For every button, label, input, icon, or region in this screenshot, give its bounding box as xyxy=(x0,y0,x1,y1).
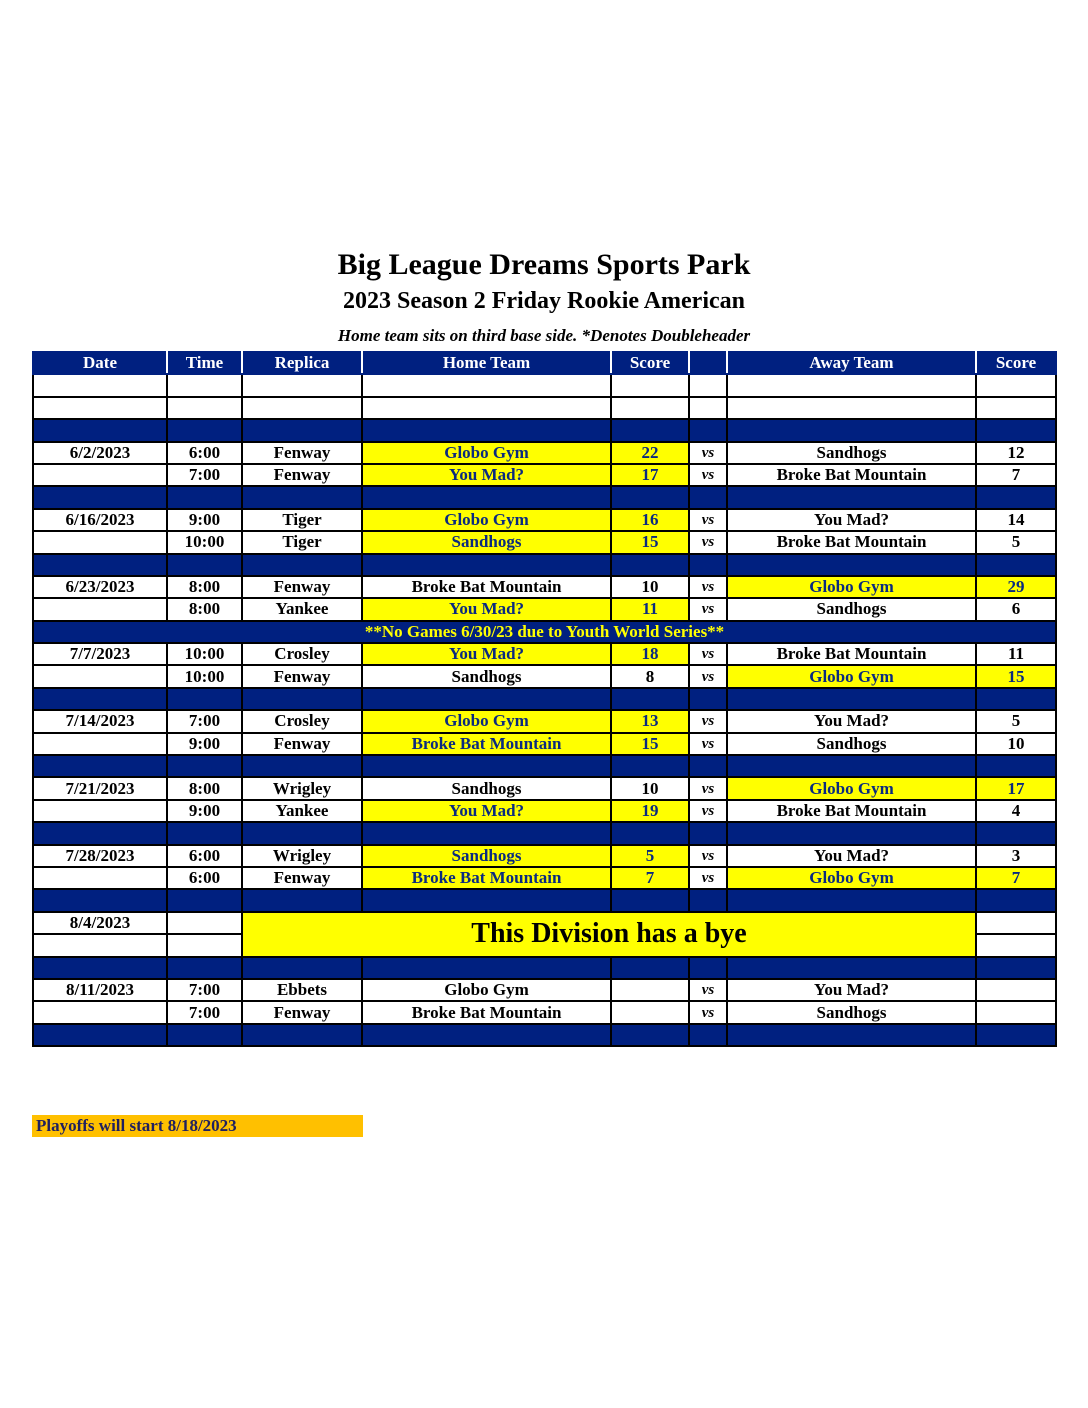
vs-label: vs xyxy=(689,598,727,620)
game-row xyxy=(33,576,1056,598)
game-date xyxy=(33,531,167,553)
game-date: 7/21/2023 xyxy=(33,777,167,799)
home-score: 8 xyxy=(611,665,689,687)
home-score: 10 xyxy=(611,777,689,799)
away-score: 17 xyxy=(976,777,1056,799)
game-time: 7:00 xyxy=(167,979,242,1001)
game-date: 6/16/2023 xyxy=(33,509,167,531)
game-time: 10:00 xyxy=(167,531,242,553)
game-row xyxy=(33,665,1056,687)
game-time: 9:00 xyxy=(167,800,242,822)
playoffs-banner: Playoffs will start 8/18/2023 xyxy=(32,1115,363,1137)
vs-label: vs xyxy=(689,777,727,799)
spacer-row xyxy=(33,1024,1056,1046)
header-home-team: Home Team xyxy=(362,352,611,374)
away-score xyxy=(976,979,1056,1001)
vs-label: vs xyxy=(689,509,727,531)
game-replica: Tiger xyxy=(242,531,362,553)
blank-row xyxy=(33,374,1056,396)
game-replica: Fenway xyxy=(242,867,362,889)
game-row xyxy=(33,509,1056,531)
away-team: Broke Bat Mountain xyxy=(727,800,976,822)
home-team: Sandhogs xyxy=(362,531,611,553)
game-row xyxy=(33,531,1056,553)
spacer-row xyxy=(33,822,1056,844)
game-replica: Fenway xyxy=(242,733,362,755)
away-team: Broke Bat Mountain xyxy=(727,643,976,665)
game-row xyxy=(33,777,1056,799)
header-away-team: Away Team xyxy=(727,352,976,374)
vs-label: vs xyxy=(689,710,727,732)
game-time: 9:00 xyxy=(167,509,242,531)
away-score: 14 xyxy=(976,509,1056,531)
header-row xyxy=(33,352,1056,374)
game-row xyxy=(33,867,1056,889)
away-score: 5 xyxy=(976,531,1056,553)
away-score xyxy=(976,1001,1056,1023)
game-date xyxy=(33,867,167,889)
spacer-row xyxy=(33,957,1056,979)
vs-label: vs xyxy=(689,464,727,486)
home-score: 5 xyxy=(611,845,689,867)
game-row xyxy=(33,845,1056,867)
spacer-row xyxy=(33,486,1056,508)
game-date: 7/7/2023 xyxy=(33,643,167,665)
vs-label: vs xyxy=(689,643,727,665)
home-score: 17 xyxy=(611,464,689,486)
vs-label: vs xyxy=(689,1001,727,1023)
home-team: You Mad? xyxy=(362,464,611,486)
vs-label: vs xyxy=(689,733,727,755)
vs-label: vs xyxy=(689,800,727,822)
game-row xyxy=(33,800,1056,822)
spacer-row xyxy=(33,889,1056,911)
home-team: You Mad? xyxy=(362,800,611,822)
game-row xyxy=(33,979,1056,1001)
game-row xyxy=(33,643,1056,665)
away-score: 7 xyxy=(976,464,1056,486)
bye-date: 8/4/2023 xyxy=(33,912,167,934)
home-team: Globo Gym xyxy=(362,710,611,732)
away-score: 29 xyxy=(976,576,1056,598)
away-team: Sandhogs xyxy=(727,442,976,464)
away-team: Sandhogs xyxy=(727,733,976,755)
game-time: 10:00 xyxy=(167,643,242,665)
spacer-row xyxy=(33,419,1056,441)
away-score: 11 xyxy=(976,643,1056,665)
game-time: 7:00 xyxy=(167,710,242,732)
header-away-score: Score xyxy=(976,352,1056,374)
home-team: Sandhogs xyxy=(362,665,611,687)
game-time: 7:00 xyxy=(167,1001,242,1023)
home-team: Broke Bat Mountain xyxy=(362,1001,611,1023)
home-score: 11 xyxy=(611,598,689,620)
game-time: 6:00 xyxy=(167,845,242,867)
home-score xyxy=(611,979,689,1001)
game-date xyxy=(33,800,167,822)
no-games-note: **No Games 6/30/23 due to Youth World Series** xyxy=(33,621,1056,643)
game-replica: Yankee xyxy=(242,598,362,620)
home-score: 7 xyxy=(611,867,689,889)
home-team: Broke Bat Mountain xyxy=(362,867,611,889)
game-time: 6:00 xyxy=(167,442,242,464)
home-score: 18 xyxy=(611,643,689,665)
spacer-row xyxy=(33,755,1056,777)
away-score: 7 xyxy=(976,867,1056,889)
vs-label: vs xyxy=(689,665,727,687)
game-replica: Ebbets xyxy=(242,979,362,1001)
game-replica: Fenway xyxy=(242,464,362,486)
away-score: 4 xyxy=(976,800,1056,822)
spacer-row xyxy=(33,554,1056,576)
away-team: Globo Gym xyxy=(727,576,976,598)
home-team: You Mad? xyxy=(362,643,611,665)
home-score: 15 xyxy=(611,733,689,755)
bye-row xyxy=(33,912,1056,934)
away-team: Broke Bat Mountain xyxy=(727,464,976,486)
away-score: 12 xyxy=(976,442,1056,464)
game-date: 6/2/2023 xyxy=(33,442,167,464)
home-team: Globo Gym xyxy=(362,442,611,464)
game-replica: Crosley xyxy=(242,643,362,665)
home-team: Broke Bat Mountain xyxy=(362,576,611,598)
game-replica: Wrigley xyxy=(242,777,362,799)
game-replica: Tiger xyxy=(242,509,362,531)
away-score: 15 xyxy=(976,665,1056,687)
away-team: Broke Bat Mountain xyxy=(727,531,976,553)
away-team: Globo Gym xyxy=(727,867,976,889)
home-score: 10 xyxy=(611,576,689,598)
game-replica: Fenway xyxy=(242,1001,362,1023)
game-date xyxy=(33,464,167,486)
away-team: Sandhogs xyxy=(727,598,976,620)
game-row xyxy=(33,710,1056,732)
home-team: Broke Bat Mountain xyxy=(362,733,611,755)
game-replica: Yankee xyxy=(242,800,362,822)
page-note: Home team sits on third base side. *Denotes Doubleheader xyxy=(337,326,751,345)
away-team: You Mad? xyxy=(727,979,976,1001)
game-date xyxy=(33,733,167,755)
home-team: Globo Gym xyxy=(362,979,611,1001)
spacer-row xyxy=(33,688,1056,710)
away-team: You Mad? xyxy=(727,845,976,867)
away-score: 6 xyxy=(976,598,1056,620)
game-date: 6/23/2023 xyxy=(33,576,167,598)
header-date: Date xyxy=(33,352,167,374)
home-team: Sandhogs xyxy=(362,777,611,799)
home-score: 16 xyxy=(611,509,689,531)
away-team: Globo Gym xyxy=(727,777,976,799)
away-score: 5 xyxy=(976,710,1056,732)
header-vs xyxy=(689,352,727,374)
game-date xyxy=(33,598,167,620)
game-replica: Fenway xyxy=(242,442,362,464)
game-time: 6:00 xyxy=(167,867,242,889)
game-time: 8:00 xyxy=(167,576,242,598)
game-row xyxy=(33,733,1056,755)
home-score: 15 xyxy=(611,531,689,553)
vs-label: vs xyxy=(689,442,727,464)
game-replica: Fenway xyxy=(242,576,362,598)
game-row xyxy=(33,598,1056,620)
game-time: 7:00 xyxy=(167,464,242,486)
game-time: 8:00 xyxy=(167,598,242,620)
schedule-table xyxy=(32,351,1057,1047)
blank-row xyxy=(33,397,1056,419)
game-time: 8:00 xyxy=(167,777,242,799)
game-row xyxy=(33,464,1056,486)
game-replica: Wrigley xyxy=(242,845,362,867)
header-time: Time xyxy=(167,352,242,374)
page-subtitle: 2023 Season 2 Friday Rookie American xyxy=(343,288,745,314)
away-team: You Mad? xyxy=(727,710,976,732)
game-time: 10:00 xyxy=(167,665,242,687)
vs-label: vs xyxy=(689,979,727,1001)
game-row xyxy=(33,1001,1056,1023)
vs-label: vs xyxy=(689,845,727,867)
vs-label: vs xyxy=(689,576,727,598)
game-replica: Fenway xyxy=(242,665,362,687)
home-team: You Mad? xyxy=(362,598,611,620)
away-team: You Mad? xyxy=(727,509,976,531)
no-games-row xyxy=(33,621,1056,643)
header-home-score: Score xyxy=(611,352,689,374)
vs-label: vs xyxy=(689,531,727,553)
home-team: Globo Gym xyxy=(362,509,611,531)
game-date: 8/11/2023 xyxy=(33,979,167,1001)
bye-message: This Division has a bye xyxy=(242,912,976,957)
game-replica: Crosley xyxy=(242,710,362,732)
home-score: 22 xyxy=(611,442,689,464)
game-time: 9:00 xyxy=(167,733,242,755)
header-replica: Replica xyxy=(242,352,362,374)
away-team: Globo Gym xyxy=(727,665,976,687)
home-score xyxy=(611,1001,689,1023)
home-score: 13 xyxy=(611,710,689,732)
away-score: 3 xyxy=(976,845,1056,867)
home-team: Sandhogs xyxy=(362,845,611,867)
game-date: 7/14/2023 xyxy=(33,710,167,732)
away-score: 10 xyxy=(976,733,1056,755)
vs-label: vs xyxy=(689,867,727,889)
game-date xyxy=(33,1001,167,1023)
page-title: Big League Dreams Sports Park xyxy=(337,248,751,281)
game-date: 7/28/2023 xyxy=(33,845,167,867)
home-score: 19 xyxy=(611,800,689,822)
game-date xyxy=(33,665,167,687)
away-team: Sandhogs xyxy=(727,1001,976,1023)
game-row xyxy=(33,442,1056,464)
